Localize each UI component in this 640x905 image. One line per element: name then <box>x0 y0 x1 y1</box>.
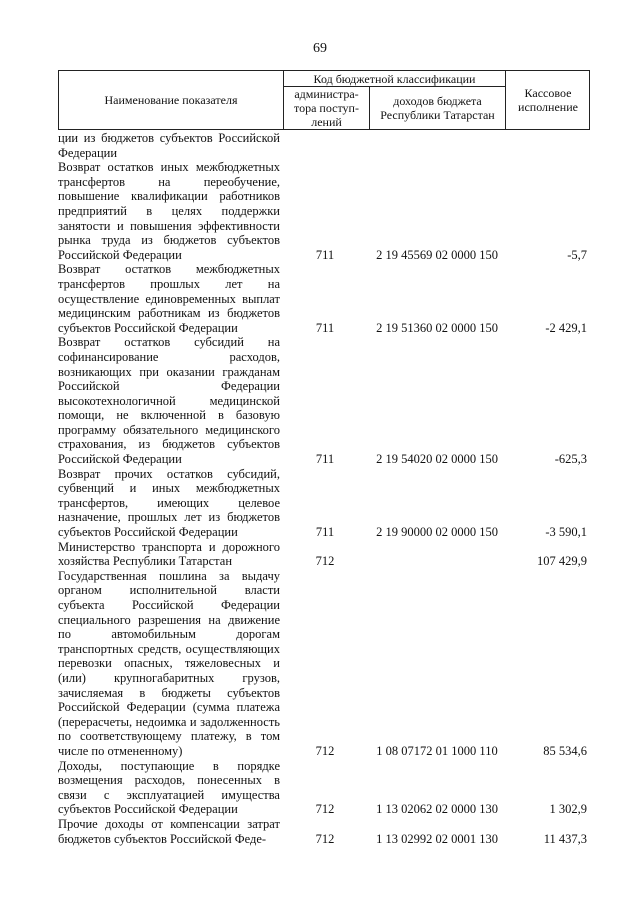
admin-code: 712 <box>315 743 335 758</box>
table-row <box>0 335 640 466</box>
income-code: 2 19 45569 02 0000 150 <box>376 247 498 262</box>
admin-code: 711 <box>315 320 335 335</box>
table-row <box>0 262 640 335</box>
indicator-name: Возврат остатков иных межбюджетных трансфертов на переобучение, повышение квалификации работников предприятий в целях поддержки занятости и повышения эффективности рынка труда из бюджетов субъектов Российской Федерации <box>58 160 280 262</box>
execution-amount: -5,7 <box>567 247 587 262</box>
income-code: 2 19 90000 02 0000 150 <box>376 525 498 540</box>
table-body <box>0 131 640 846</box>
admin-code: 712 <box>315 554 335 569</box>
indicator-name: Возврат остатков субсидий на софинансирование расходов, возникающих при оказании гражданам Российской Федерации высокотехнологичной медицинской помощи, не включенной в базовую программу обязательного медицинского страхования, из бюджетов субъектов Российской Федерации <box>58 335 280 467</box>
income-code: 1 08 07172 01 1000 110 <box>376 743 498 758</box>
income-code: 1 13 02992 02 0001 130 <box>376 831 498 846</box>
execution-amount: -625,3 <box>554 452 587 467</box>
table-row <box>0 540 640 569</box>
income-code: 2 19 51360 02 0000 150 <box>376 320 498 335</box>
indicator-name: Министерство транспорта и дорожного хозяйства Республики Татарстан <box>58 539 280 569</box>
indicator-name: Государственная пошлина за выдачу органом исполнительной власти субъекта Российской Федерации специального разрешения на движение по автомобильным дорогам транспортных средств, осуществляющих перевозки опасных, тяжеловесных и (или) крупногабаритных грузов, зачисляемая в бюджеты субъектов Российской Федерации (сумма платежа (перерасчеты, недоимка и задолженность по соответствующему платежу, в том числе по отмененному) <box>58 568 280 758</box>
header-income-column: доходов бюджета Республики Татарстан <box>380 94 495 122</box>
header-name-column: Наименование показателя <box>104 93 238 107</box>
indicator-name: Возврат остатков межбюджетных трансфертов прошлых лет на осуществление единовременных выплат медицинским работникам из бюджетов субъектов Российской Федерации <box>58 262 280 335</box>
table-header <box>58 70 590 130</box>
execution-amount: 85 534,6 <box>543 743 587 758</box>
table-row <box>0 160 640 262</box>
income-code: 1 13 02062 02 0000 130 <box>376 802 498 817</box>
admin-code: 711 <box>315 525 335 540</box>
header-administrator-column: администра-тора поступ-лений <box>294 87 359 129</box>
execution-amount: 11 437,3 <box>543 831 587 846</box>
admin-code: 712 <box>315 831 335 846</box>
table-row <box>0 467 640 540</box>
table-row <box>0 759 640 817</box>
admin-code: 712 <box>315 802 335 817</box>
indicator-name: ции из бюджетов субъектов Российской Федерации <box>58 131 280 160</box>
admin-code: 711 <box>315 247 335 262</box>
execution-amount: -3 590,1 <box>545 525 587 540</box>
execution-amount: 1 302,9 <box>549 802 587 817</box>
indicator-name: Возврат прочих остатков субсидий, субвенций и иных межбюджетных трансфертов, имеющих целевое назначение, прошлых лет из бюджетов субъектов Российской Федерации <box>58 466 280 540</box>
page-number: 69 <box>313 41 327 56</box>
table-row <box>0 569 640 759</box>
indicator-name: Доходы, поступающие в порядке возмещения расходов, понесенных в связи с эксплуатацией имущества субъектов Российской Федерации <box>58 758 280 817</box>
header-execution-column: Кассовое исполнение <box>518 86 578 114</box>
admin-code: 711 <box>315 452 335 467</box>
table-row <box>0 131 640 160</box>
indicator-name: Прочие доходы от компенсации затрат бюджетов субъектов Российской Феде- <box>58 816 280 846</box>
header-classification-group: Код бюджетной классификации <box>313 71 476 86</box>
income-code: 2 19 54020 02 0000 150 <box>376 452 498 467</box>
table-row <box>0 817 640 846</box>
execution-amount: -2 429,1 <box>545 320 587 335</box>
execution-amount: 107 429,9 <box>537 554 587 569</box>
